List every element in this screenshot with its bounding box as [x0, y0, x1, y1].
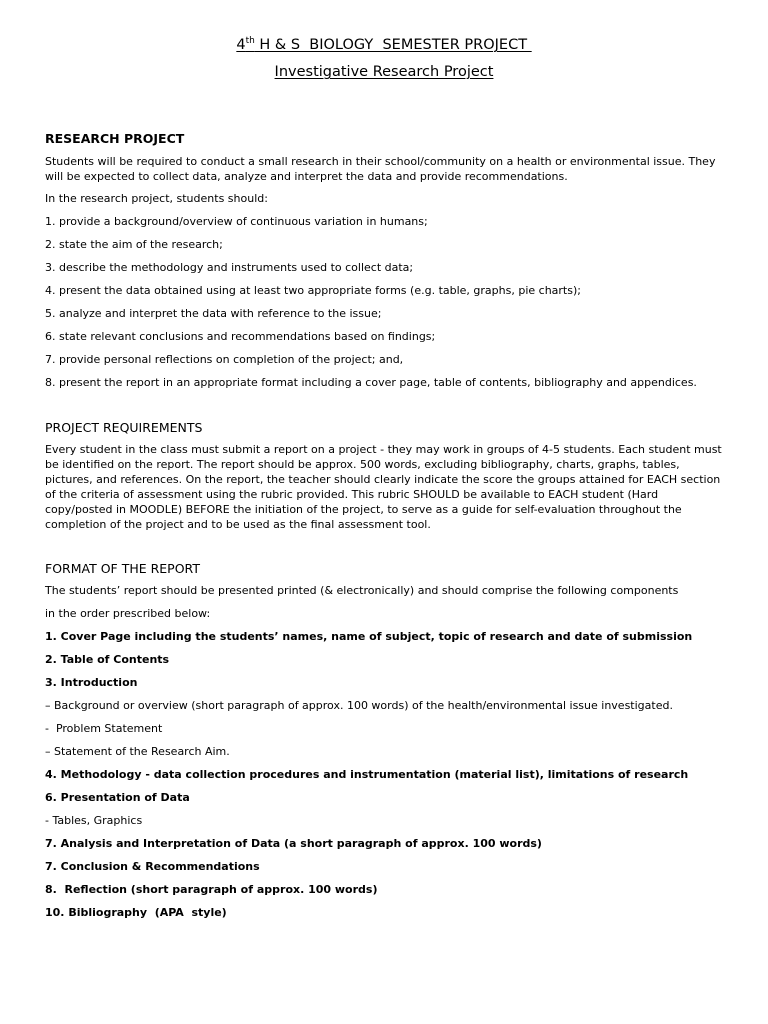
list-item: 8. Reflection (short paragraph of approx. 100 words)	[45, 883, 378, 896]
list-item: 8. present the report in an appropriate format including a cover page, table of contents, bibliography and appendices.	[45, 376, 697, 389]
list-item: 2. state the aim of the research;	[45, 238, 223, 251]
format-of-report-heading: FORMAT OF THE REPORT	[45, 561, 200, 576]
format-intro-line-1: The students’ report should be presented printed (& electronically) and should comprise the following components	[45, 584, 679, 597]
format-of-report-section	[45, 561, 725, 928]
list-item: - Tables, Graphics	[45, 814, 143, 827]
title-block	[0, 35, 768, 89]
project-requirements-heading: PROJECT REQUIREMENTS	[45, 420, 203, 435]
list-item: 4. present the data obtained using at least two appropriate forms (e.g. table, graphs, pie charts);	[45, 284, 581, 297]
list-item: – Statement of the Research Aim.	[45, 745, 230, 758]
project-requirements-body: Every student in the class must submit a report on a project - they may work in groups of 4-5 students. Each student must be identified on the report. The report should be approx. 500 words, excluding bibliography, charts, graphs, tables, pictures, and references. On the report, the teacher should clearly indicate the score the groups attained for EACH section of the criteria of assessment using the rubric provided. This rubric SHOULD be available to EACH student (Hard copy/posted in MOODLE) BEFORE the initiation of the project, to serve as a guide for self-evaluation throughout the completion of the project and to be used as the final assessment tool.	[45, 443, 722, 531]
list-item: 1. Cover Page including the students’ names, name of subject, topic of research and date of submission	[45, 630, 693, 643]
research-project-section	[45, 131, 725, 398]
list-item: 3. describe the methodology and instruments used to collect data;	[45, 261, 414, 274]
list-item: 6. Presentation of Data	[45, 791, 190, 804]
format-intro-line-2: in the order prescribed below:	[45, 607, 211, 620]
list-item: 10. Bibliography (APA style)	[45, 906, 227, 919]
list-item: – Background or overview (short paragraph of approx. 100 words) of the health/environmental issue investigated.	[45, 699, 673, 712]
list-item: 7. Analysis and Interpretation of Data (a short paragraph of approx. 100 words)	[45, 837, 542, 850]
list-item: 5. analyze and interpret the data with reference to the issue;	[45, 307, 382, 320]
list-item: 1. provide a background/overview of continuous variation in humans;	[45, 215, 428, 228]
title-ordinal-suffix: th	[245, 36, 255, 46]
format-component-list	[45, 629, 725, 928]
title-text: H & S BIOLOGY SEMESTER PROJECT	[254, 37, 532, 53]
research-project-list	[45, 214, 725, 398]
list-item: - Problem Statement	[45, 722, 163, 735]
research-project-heading: RESEARCH PROJECT	[45, 131, 185, 146]
research-project-lead: In the research project, students should:	[45, 192, 268, 205]
title-grade-number: 4	[236, 37, 246, 53]
list-item: 2. Table of Contents	[45, 653, 170, 666]
list-item: 7. provide personal reflections on completion of the project; and,	[45, 353, 404, 366]
research-project-intro: Students will be required to conduct a small research in their school/community on a health or environmental issue. They will be expected to collect data, analyze and interpret the data and provide recommendations.	[45, 155, 716, 183]
document-subtitle: Investigative Research Project	[274, 64, 494, 80]
project-requirements-section	[45, 420, 725, 532]
list-item: 6. state relevant conclusions and recommendations based on findings;	[45, 330, 436, 343]
document-title	[236, 35, 531, 55]
document-body	[45, 131, 725, 928]
list-item: 7. Conclusion & Recommendations	[45, 860, 260, 873]
list-item: 4. Methodology - data collection procedures and instrumentation (material list), limitations of research	[45, 768, 689, 781]
list-item: 3. Introduction	[45, 676, 138, 689]
